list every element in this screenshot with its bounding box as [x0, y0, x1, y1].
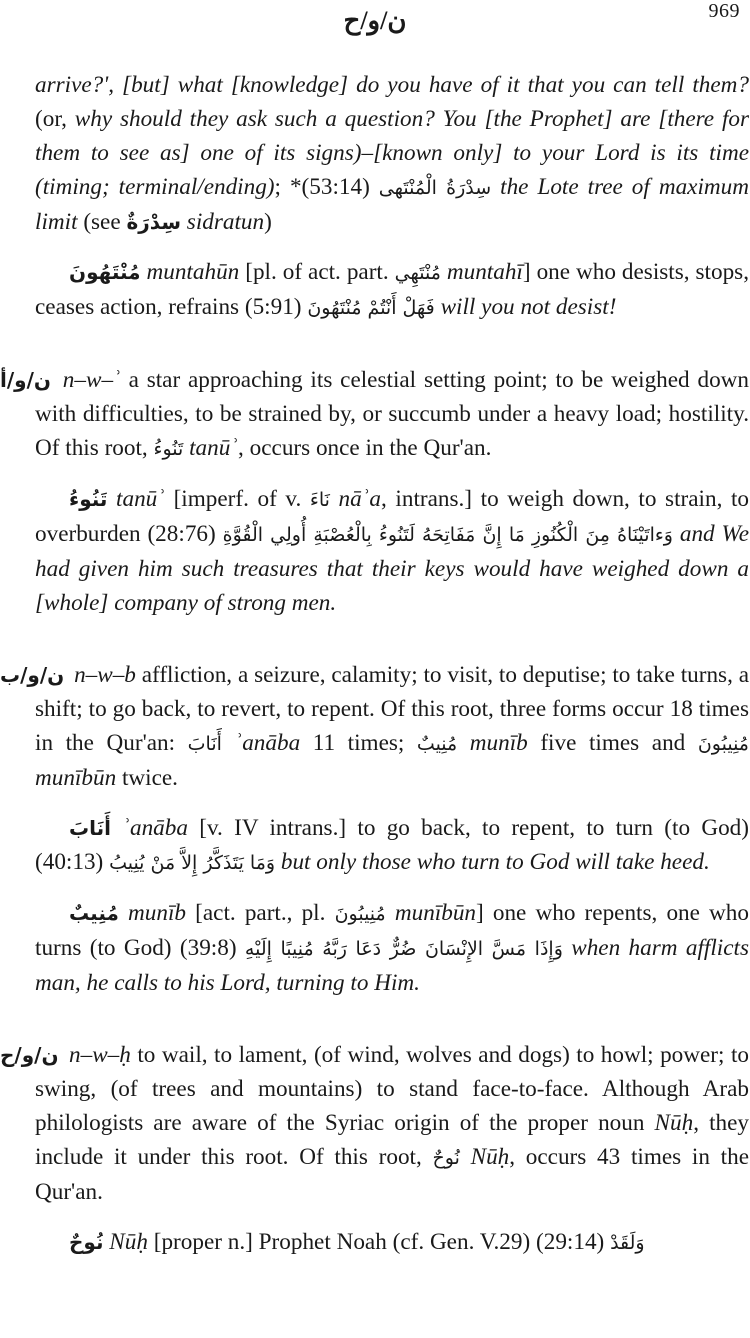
root-label: ن/و/ح — [0, 1043, 59, 1067]
headword: نُوحٌ — [69, 1230, 104, 1254]
page-body — [0, 68, 750, 1260]
entry-munib: مُنِيبٌ munīb [act. part., pl. مُنِيبُونَ munībūn] one who repents, one who turns (to God) (39:8) وَإِذَا مَسَّ الإِنْسَانَ ضُرٌّ دَعَا رَبَّهُ مُنِيبًا إِلَيْهِ when harm afflicts man, he calls to his Lord, turning to Him. — [35, 900, 749, 996]
page-number: 969 — [708, 0, 740, 22]
headword: مُنْتَهُونَ — [69, 260, 141, 284]
headword: مُنِيبٌ — [69, 901, 119, 925]
entry-nuh: نُوحٌ Nūḥ [proper n.] Prophet Noah (cf. Gen. V.29) (29:14) وَلَقَدْ — [69, 1229, 645, 1255]
paragraph-continuation: arrive?', [but] what [knowledge] do you have of it that you can tell them? (or, why should they ask such a question? You [the Prophet] are [there for them to see as] one of its signs)–[known only] to your Lord is its time (timing; terminal/ending); *(53:14) سِدْرَةُ الْمُنْتَهى the Lote tree of maximum limit (see سِدْرَةٌ sidratun) — [35, 72, 750, 235]
root-label: ن/و/أ — [0, 368, 51, 392]
entry-anaba: أَنَابَ ʾanāba [v. IV intrans.] to go back, to repent, to turn (to God) (40:13) وَمَا يَتَذَكَّرُ إِلاَّ مَنْ يُنِيبُ but only those who turn to God will take heed. — [35, 815, 749, 875]
running-head: ن/و/ح — [343, 6, 407, 35]
headword: تَنُوءُ — [69, 487, 108, 511]
headword: أَنَابَ — [69, 816, 111, 840]
root-entry-n-w-b: ن/و/ب n–w–b affliction, a seizure, calamity; to visit, to deputise; to take turns, a shift; to go back, to revert, to repent. Of this root, three forms occur 18 times in the Qur'an: أَنَابَ ʾanāba 11 times; مُنِيبٌ munīb five times and مُنِيبُونَ munībūn twice. — [0, 662, 750, 791]
entry-muntahun: مُنْتَهُونَ muntahūn [pl. of act. part. مُنْتَهِي muntahī] one who desists, stops, ceases action, refrains (5:91) فَهَلْ أَنْتُمْ مُنْتَهُونَ will you not desist! — [35, 259, 749, 320]
root-label: ن/و/ب — [0, 663, 65, 687]
entry-tanu: تَنُوءُ tanūʾ [imperf. of v. نَاءَ nāʾa, intrans.] to weigh down, to strain, to overburden (28:76) وَءاتَيْنَاهُ مِنَ الْكُنُوزِ مَا إِنَّ مَفَاتِحَهُ لَتَنُوءُ بِالْعُصْبَةِ أُولِي الْقُوَّةِ and We had given him such treasures that their keys would have weighed down a [whole] company of strong men. — [35, 486, 749, 616]
root-entry-n-w-h: ن/و/ح n–w–ḥ to wail, to lament, (of wind, wolves and dogs) to howl; power; to swing, (of trees and mountains) to stand face-to-face. Although Arab philologists are aware of the Syriac origin of the proper noun Nūḥ, they include it under this root. Of this root, نُوحٌ Nūḥ, occurs 43 times in the Qur'an. — [0, 1042, 749, 1205]
root-entry-n-w-hamza: ن/و/أ n–w–ʾ a star approaching its celestial setting point; to be weighed down with difficulties, to be strained by, or succumb under a heavy load; hostility. Of this root, تَنُوءُ tanūʾ, occurs once in the Qur'an. — [0, 367, 749, 461]
